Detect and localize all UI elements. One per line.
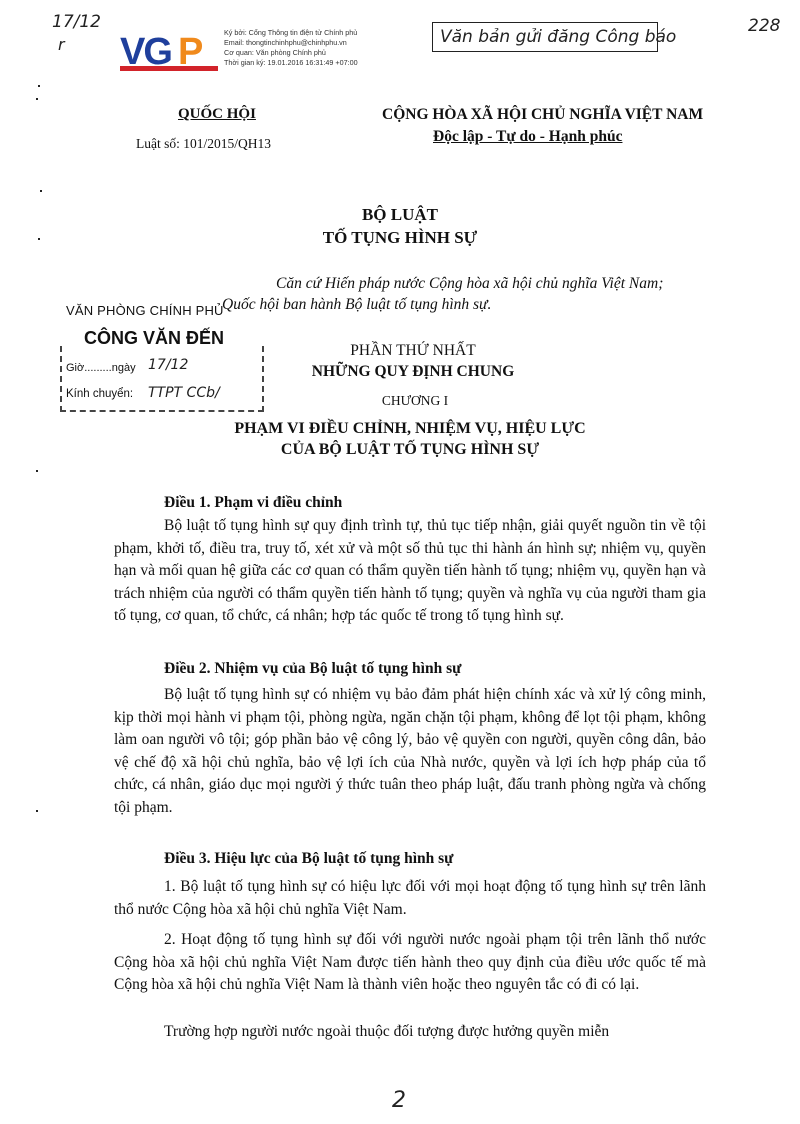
handwritten-mark: r bbox=[58, 35, 65, 54]
article-heading: Điều 1. Phạm vi điều chỉnh bbox=[164, 494, 343, 511]
scan-speck bbox=[38, 85, 40, 87]
scan-speck bbox=[36, 470, 38, 472]
gazette-stamp-text: Văn bản gửi đăng Công báo bbox=[440, 27, 677, 47]
article-paragraph: 1. Bộ luật tố tụng hình sự có hiệu lực đối với mọi hoạt động tố tụng hình sự trên lãnh thổ nước Cộng hòa xã hội chủ nghĩa Việt Nam. bbox=[114, 878, 706, 918]
legal-basis-line1: Căn cứ Hiến pháp nước Cộng hòa xã hội chủ nghĩa Việt Nam; bbox=[276, 275, 664, 292]
signature-line: Email: thongtinchinhphu@chinhphu.vn bbox=[224, 38, 347, 47]
scan-speck bbox=[40, 190, 42, 192]
article-paragraph: Trường hợp người nước ngoài thuộc đối tượng được hưởng quyền miễn bbox=[164, 1023, 610, 1040]
issuer-name: QUỐC HỘI bbox=[178, 106, 256, 122]
article-paragraph: Bộ luật tố tụng hình sự có nhiệm vụ bảo đảm phát hiện chính xác và xử lý công minh, kịp thời mọi hành vi phạm tội, phòng ngừa, ngăn chặn tội phạm, không để lọt tội phạm, không làm oan người vô tội; góp phần bảo vệ công lý, bảo vệ quyền con người, quyền công dân, bảo vệ chế độ xã hội chủ nghĩa, bảo vệ lợi ích của Nhà nước, quyền và lợi ích hợp pháp của tổ chức, cá nhân, giáo dục mọi người ý thức tuân theo pháp luật, đấu tranh phòng ngừa và chống tội phạm. bbox=[114, 686, 706, 816]
vgp-logo bbox=[120, 28, 218, 74]
law-number: Luật số: 101/2015/QH13 bbox=[136, 136, 271, 151]
scan-speck bbox=[36, 810, 38, 812]
legal-basis-line2: Quốc hội ban hành Bộ luật tố tụng hình sự. bbox=[222, 296, 492, 313]
stamp-title: CÔNG VĂN ĐẾN bbox=[84, 328, 225, 348]
svg-text:P: P bbox=[178, 31, 204, 73]
stamp-transfer-label: Kính chuyển: bbox=[66, 388, 134, 400]
page-number: 2 bbox=[392, 1088, 406, 1113]
document-title-line1: BỘ LUẬT bbox=[361, 205, 439, 224]
digital-signature-block bbox=[224, 28, 358, 68]
signature-line: Cơ quan: Văn phòng Chính phủ bbox=[224, 48, 326, 57]
article-paragraph: Bộ luật tố tụng hình sự quy định trình tự, thủ tục tiếp nhận, giải quyết nguồn tin về tội phạm, khởi tố, điều tra, truy tố, xét xử và một số thủ tục thi hành án hình sự; nhiệm vụ, quyền hạn và mối quan hệ giữa các cơ quan có thẩm quyền tiến hành tố tụng; nhiệm vụ, quyền hạn và trách nhiệm của người có thẩm quyền tiến hành tố tụng; quyền và nghĩa vụ của người tham gia tố tụng, cơ quan, tổ chức, cá nhân; hợp tác quốc tế trong tố tụng hình sự. bbox=[114, 517, 706, 625]
chapter-title-line2: CỦA BỘ LUẬT TỐ TỤNG HÌNH SỰ bbox=[280, 441, 540, 458]
stamp-office-name: VĂN PHÒNG CHÍNH PHỦ bbox=[66, 303, 224, 318]
national-motto: Độc lập - Tự do - Hạnh phúc bbox=[433, 128, 623, 145]
article-heading: Điều 3. Hiệu lực của Bộ luật tố tụng hình sự bbox=[164, 850, 454, 867]
part-label: PHẦN THỨ NHẤT bbox=[350, 342, 476, 359]
signature-line: Thời gian ký: 19.01.2016 16:31:49 +07:00 bbox=[224, 58, 358, 67]
handwritten-page-count: 228 bbox=[748, 16, 781, 36]
stamp-date-label: Giờ.........ngày bbox=[66, 362, 136, 374]
stamp-transfer-value: TTPT CCb/ bbox=[148, 385, 220, 401]
chapter-label: CHƯƠNG I bbox=[381, 393, 449, 408]
svg-text:VG: VG bbox=[120, 31, 171, 73]
stamp-date-value: 17/12 bbox=[148, 357, 189, 373]
article-paragraph: 2. Hoạt động tố tụng hình sự đối với người nước ngoài phạm tội trên lãnh thổ nước Cộng hòa xã hội chủ nghĩa Việt Nam được tiến hành theo quy định của điều ước quốc tế mà Cộng hòa xã hội chủ nghĩa Việt Nam là thành viên hoặc theo nguyên tắc có đi có lại. bbox=[114, 931, 706, 994]
part-title: NHỮNG QUY ĐỊNH CHUNG bbox=[311, 363, 515, 380]
scan-speck bbox=[36, 98, 38, 100]
handwritten-date-note: 17/12 bbox=[52, 12, 101, 32]
article-heading: Điều 2. Nhiệm vụ của Bộ luật tố tụng hình sự bbox=[164, 660, 462, 677]
document-title-line2: TỐ TỤNG HÌNH SỰ bbox=[322, 228, 478, 247]
chapter-title-line1: PHẠM VI ĐIỀU CHỈNH, NHIỆM VỤ, HIỆU LỰC bbox=[234, 420, 586, 437]
republic-heading: CỘNG HÒA XÃ HỘI CHỦ NGHĨA VIỆT NAM bbox=[382, 106, 704, 123]
signature-line: Ký bởi: Cổng Thông tin điện tử Chính phủ bbox=[224, 28, 358, 37]
